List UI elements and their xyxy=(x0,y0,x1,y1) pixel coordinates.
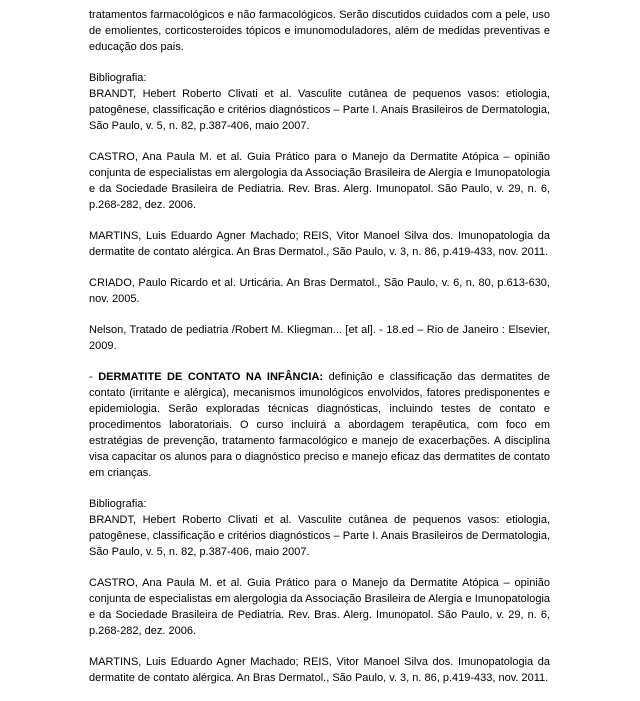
reference-item: BRANDT, Hebert Roberto Clivati et al. Vasculite cutânea de pequenos vasos: etiologia, patogênese, classificação e critérios diagnósticos – Parte I. Anais Brasileiros de Dermatologia, São Paulo, v. 5, n. 82, p.387-406, maio 2007. xyxy=(89,88,550,132)
course-prefix: - xyxy=(89,371,99,383)
reference-item: CRIADO, Paulo Ricardo et al. Urticária. An Bras Dermatol., São Paulo, v. 6, n. 80, p.613-630, nov. 2005. xyxy=(89,277,550,305)
intro-paragraph-tail: tratamentos farmacológicos e não farmacológicos. Serão discutidos cuidados com a pele, uso de emolientes, corticosteroides tópicos e imunomoduladores, além de medidas preventivas e educação dos pais. xyxy=(89,9,550,53)
reference-item: CASTRO, Ana Paula M. et al. Guia Prático para o Manejo da Dermatite Atópica – opinião conjunta de especialistas em alergologia da Associação Brasileira de Alergia e Imunopatologia e da Sociedade Brasileira de Pediatria. Rev. Bras. Alerg. Imunopatol. São Paulo, v. 29, n. 6, p.268-282, dez. 2006. xyxy=(89,577,550,637)
course-title: DERMATITE DE CONTATO NA INFÂNCIA: xyxy=(98,371,324,383)
reference-item: MARTINS, Luis Eduardo Agner Machado; REIS, Vitor Manoel Silva dos. Imunopatologia da dermatite de contato alérgica. An Bras Dermatol., São Paulo, v. 3, n. 86, p.419-433, nov. 2011. xyxy=(89,656,550,684)
reference-item: MARTINS, Luis Eduardo Agner Machado; REIS, Vitor Manoel Silva dos. Imunopatologia da dermatite de contato alérgica. An Bras Dermatol., São Paulo, v. 3, n. 86, p.419-433, nov. 2011. xyxy=(89,230,550,258)
course-description xyxy=(89,369,550,481)
bibliography-label: Bibliografia: xyxy=(89,72,147,84)
reference-item: CASTRO, Ana Paula M. et al. Guia Prático para o Manejo da Dermatite Atópica – opinião conjunta de especialistas em alergologia da Associação Brasileira de Alergia e Imunopatologia e da Sociedade Brasileira de Pediatria. Rev. Bras. Alerg. Imunopatol. São Paulo, v. 29, n. 6, p.268-282, dez. 2006. xyxy=(89,151,550,211)
document-page xyxy=(89,7,550,701)
reference-item: BRANDT, Hebert Roberto Clivati et al. Vasculite cutânea de pequenos vasos: etiologia, patogênese, classificação e critérios diagnósticos – Parte I. Anais Brasileiros de Dermatologia, São Paulo, v. 5, n. 82, p.387-406, maio 2007. xyxy=(89,514,550,558)
bibliography-section-1 xyxy=(89,70,550,354)
reference-item: Nelson, Tratado de pediatria /Robert M. Kliegman... [et al]. - 18.ed – Rio de Janeiro : Elsevier, 2009. xyxy=(89,324,550,352)
bibliography-label: Bibliografia: xyxy=(89,498,147,510)
bibliography-section-2 xyxy=(89,496,550,686)
course-description-text: definição e classificação das dermatites de contato (irritante e alérgica), mecanismos imunológicos envolvidos, fatores predisponentes e epidemiologia. Serão exploradas técnicas diagnósticas, incluindo testes de contato e procedimentos laboratoriais. O curso incluirá a abordagem terapêutica, com foco em estratégias de prevenção, tratamento farmacológico e manejo de exacerbações. A disciplina visa capacitar os alunos para o diagnóstico preciso e manejo eficaz das dermatites de contato em crianças. xyxy=(89,371,550,479)
